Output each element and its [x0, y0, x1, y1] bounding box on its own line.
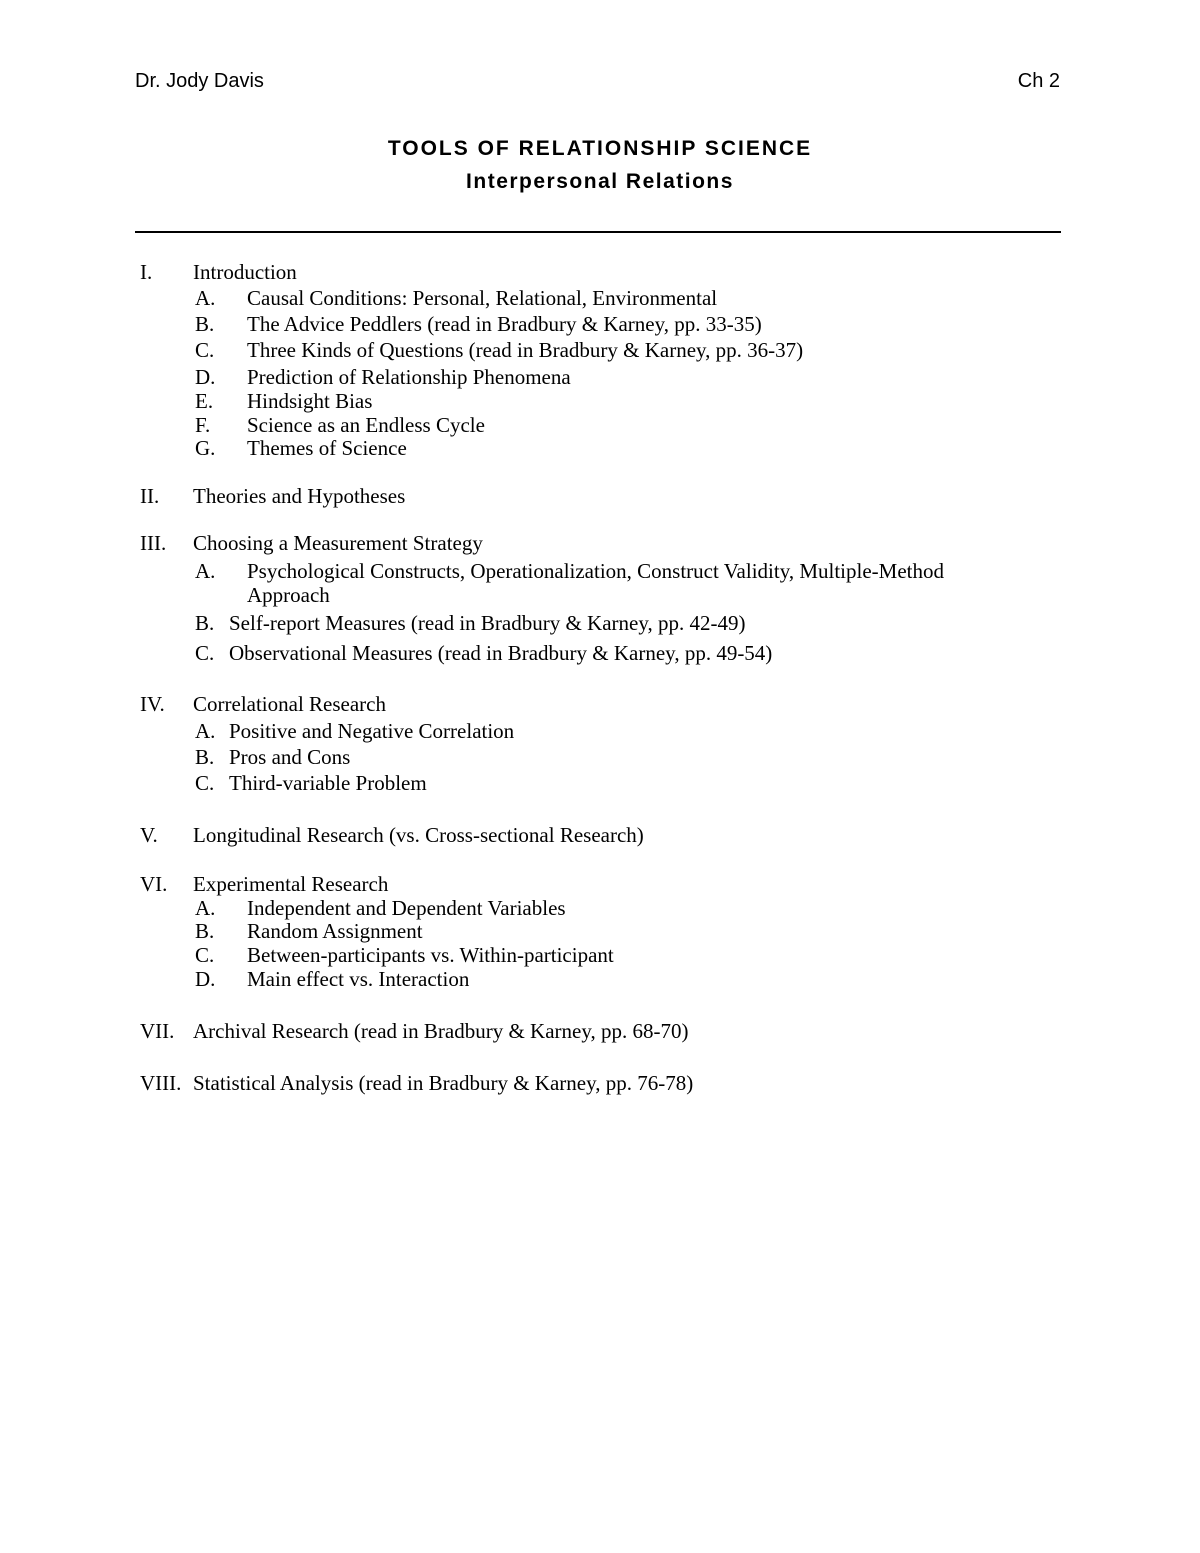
section-label: Introduction	[193, 260, 297, 284]
item-letter: B.	[195, 312, 215, 336]
item-letter: C.	[195, 771, 215, 795]
item-letter: A.	[195, 559, 216, 583]
item-text: The Advice Peddlers (read in Bradbury & Karney, pp. 33-35)	[247, 312, 762, 336]
item-text: Third-variable Problem	[229, 771, 427, 795]
item-letter: E.	[195, 389, 214, 413]
header-author: Dr. Jody Davis	[135, 70, 264, 92]
item-text: Three Kinds of Questions (read in Bradbury & Karney, pp. 36-37)	[247, 338, 804, 362]
item-letter: A.	[195, 719, 216, 743]
item-text: Observational Measures (read in Bradbury & Karney, pp. 49-54)	[229, 641, 773, 665]
section-numeral: V.	[140, 823, 158, 847]
header-chapter: Ch 2	[1017, 70, 1060, 92]
section-numeral: VI.	[140, 872, 168, 896]
item-text: Independent and Dependent Variables	[247, 896, 566, 920]
item-letter: B.	[195, 745, 215, 769]
section-numeral: II.	[140, 484, 160, 508]
item-letter: B.	[195, 919, 215, 943]
item-text: Themes of Science	[247, 436, 407, 460]
item-text: Between-participants vs. Within-participant	[247, 943, 614, 967]
section-numeral: VII.	[140, 1019, 175, 1043]
item-text: Prediction of Relationship Phenomena	[247, 365, 571, 389]
item-text: Random Assignment	[247, 919, 423, 943]
document-title: TOOLS OF RELATIONSHIP SCIENCE	[387, 137, 813, 160]
item-letter: F.	[195, 413, 211, 437]
section-label: Experimental Research	[193, 872, 389, 896]
item-letter: B.	[195, 611, 215, 635]
section-label: Longitudinal Research (vs. Cross-sectional Research)	[193, 823, 644, 847]
item-text: Main effect vs. Interaction	[247, 967, 470, 991]
document-subtitle: Interpersonal Relations	[466, 170, 734, 193]
section-label: Statistical Analysis (read in Bradbury & Karney, pp. 76-78)	[193, 1071, 694, 1095]
item-text-continuation: Approach	[247, 583, 330, 607]
title-divider	[135, 231, 1061, 233]
section-numeral: I.	[140, 260, 153, 284]
item-letter: D.	[195, 967, 216, 991]
item-text: Causal Conditions: Personal, Relational, Environmental	[247, 286, 718, 310]
item-letter: A.	[195, 896, 216, 920]
item-letter: C.	[195, 338, 215, 362]
item-text: Self-report Measures (read in Bradbury & Karney, pp. 42-49)	[229, 611, 746, 635]
section-label: Choosing a Measurement Strategy	[193, 531, 483, 555]
item-letter: G.	[195, 436, 216, 460]
item-letter: C.	[195, 641, 215, 665]
section-label: Correlational Research	[193, 692, 386, 716]
item-letter: C.	[195, 943, 215, 967]
item-letter: A.	[195, 286, 216, 310]
item-text: Positive and Negative Correlation	[229, 719, 515, 743]
section-label: Archival Research (read in Bradbury & Karney, pp. 68-70)	[193, 1019, 689, 1043]
section-numeral: IV.	[140, 692, 165, 716]
item-text: Hindsight Bias	[247, 389, 373, 413]
section-numeral: VIII.	[140, 1071, 182, 1095]
item-text: Pros and Cons	[229, 745, 351, 769]
item-letter: D.	[195, 365, 216, 389]
item-text: Psychological Constructs, Operationalization, Construct Validity, Multiple-Method	[247, 559, 944, 583]
item-text: Science as an Endless Cycle	[247, 413, 485, 437]
section-label: Theories and Hypotheses	[193, 484, 406, 508]
section-numeral: III.	[140, 531, 167, 555]
